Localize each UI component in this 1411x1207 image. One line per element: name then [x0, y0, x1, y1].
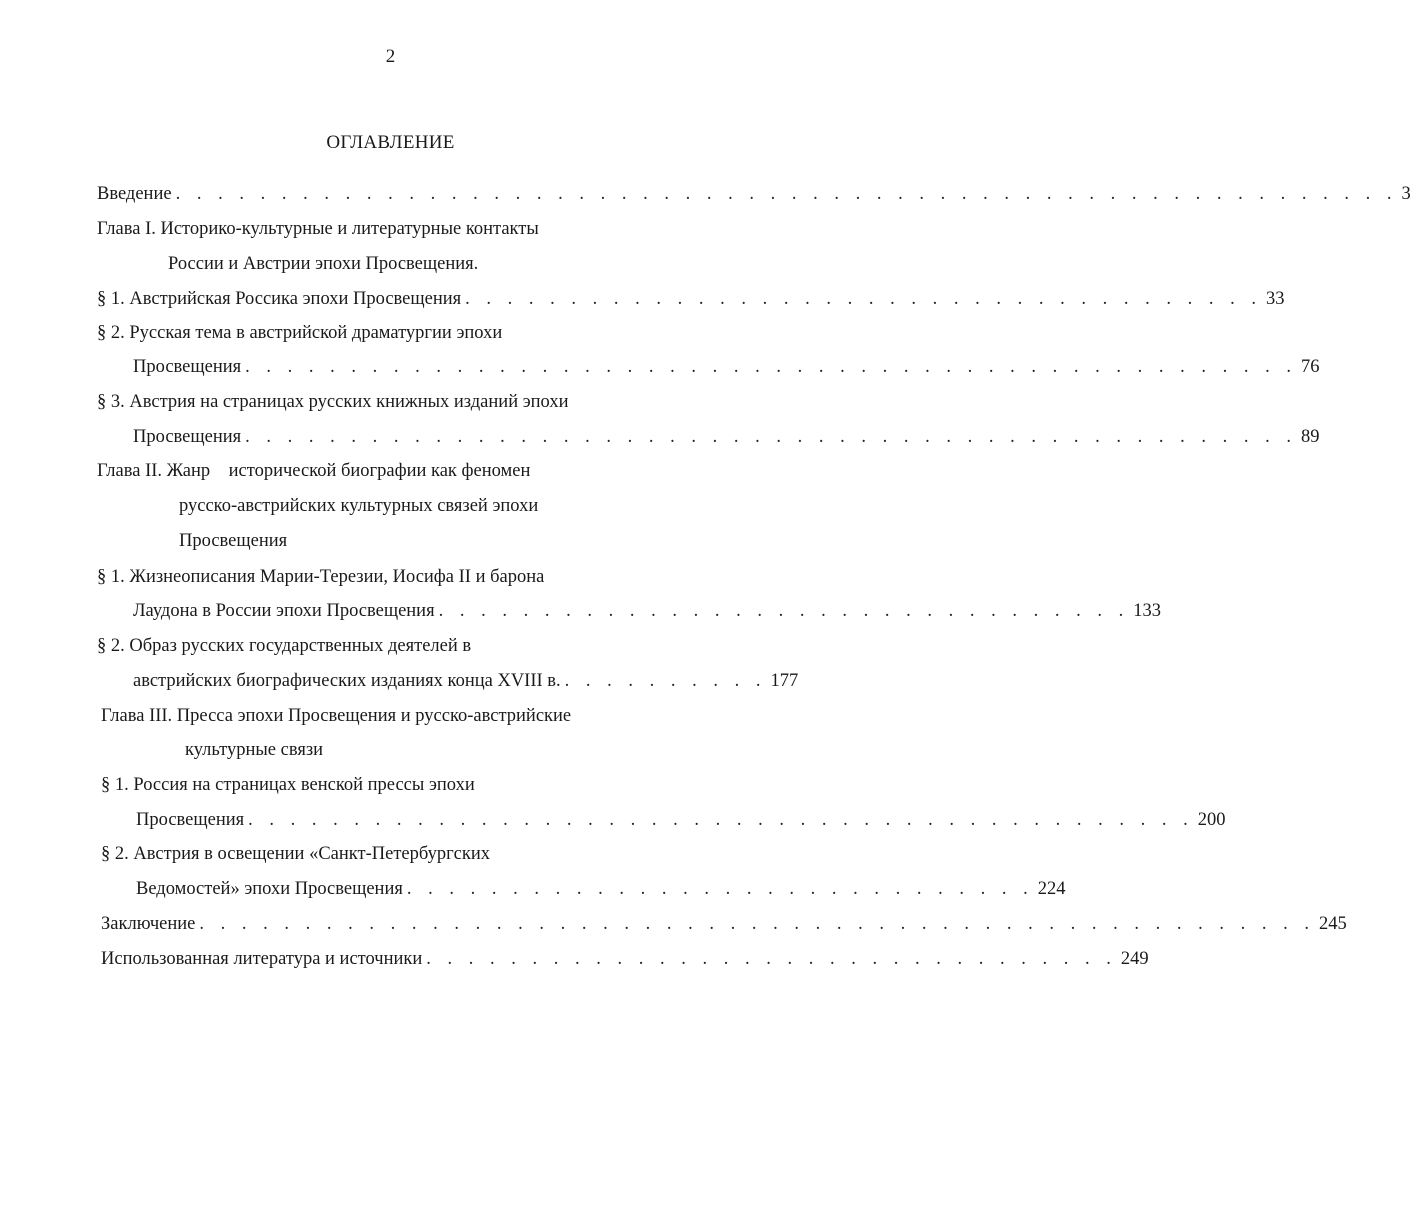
dot-leader: . . . . . . . . . . . . . . . . . . . . . . . . . . . . . . . . . . . . . . . . . . . . . . . . . . . . .	[199, 914, 1315, 934]
dot-leader: . . . . . . . . . . . . . . . . . . . . . . . . . . . . . .	[406, 879, 1034, 899]
toc-entry-text: Просвещения	[133, 357, 242, 377]
toc-page-number: 3	[1401, 184, 1411, 204]
toc-chapter-3-line-1: Глава III. Пресса эпохи Просвещения и русско-австрийские	[101, 706, 572, 726]
toc-page-number: 200	[1197, 810, 1226, 830]
toc-entry-introduction	[97, 183, 1411, 205]
toc-entry-text: австрийских биографических изданиях конца XVIII в.	[133, 671, 561, 691]
toc-entry-ch1-s2-line-2	[133, 356, 1320, 378]
toc-entry-ch2-s2-line-1: § 2. Образ русских государственных деятелей в	[97, 636, 472, 656]
toc-entry-ch3-s1-line-2	[136, 809, 1226, 831]
toc-entry-text: Использованная литература и источники	[101, 949, 423, 969]
toc-page-number: 33	[1266, 289, 1285, 309]
toc-entry-text: Введение	[97, 184, 172, 204]
toc-entry-ch3-s2-line-1: § 2. Австрия в освещении «Санкт-Петербургских	[101, 844, 491, 864]
toc-entry-ch1-s2-line-1: § 2. Русская тема в австрийской драматургии эпохи	[97, 323, 503, 343]
toc-page-number: 224	[1037, 879, 1066, 899]
toc-page-number: 89	[1301, 427, 1320, 447]
dot-leader: . . . . . . . . . . . . . . . . . . . . . . . . . . . . . . . . . . . . . . . . . . . . . . . . . . . . . . . . . .	[175, 184, 1398, 204]
toc-entry-text: Просвещения	[133, 427, 242, 447]
toc-entry-text: Лаудона в России эпохи Просвещения	[133, 601, 435, 621]
toc-entry-conclusion	[101, 913, 1347, 935]
toc-chapter-2-line-3: Просвещения	[179, 531, 288, 551]
toc-entry-text: § 1. Австрийская Россика эпохи Просвещения	[97, 289, 462, 309]
toc-chapter-1-line-2: России и Австрии эпохи Просвещения.	[168, 254, 479, 274]
toc-entry-ch1-s1	[97, 288, 1285, 310]
toc-entry-text: Ведомостей» эпохи Просвещения	[136, 879, 403, 899]
toc-page-number: 133	[1133, 601, 1161, 621]
dot-leader: . . . . . . . . . . . . . . . . . . . . . . . . . . . . . . . . . . . . . . . . . . . . . . . . . .	[245, 357, 1298, 377]
toc-page-number: 249	[1120, 949, 1149, 969]
toc-page-number: 177	[770, 671, 799, 691]
toc-entry-ch1-s3-line-1: § 3. Австрия на страницах русских книжных изданий эпохи	[97, 392, 569, 412]
toc-entry-text: Просвещения	[136, 810, 245, 830]
toc-entry-ch2-s1-line-1: § 1. Жизнеописания Марии-Терезии, Иосифа II и барона	[97, 567, 545, 587]
toc-entry-ch3-s1-line-1: § 1. Россия на страницах венской прессы эпохи	[101, 775, 475, 795]
toc-chapter-2-line-1: Глава II. Жанр исторической биографии как феномен	[97, 461, 531, 481]
toc-chapter-3-line-2: культурные связи	[185, 740, 324, 760]
dot-leader: . . . . . . . . . . . . . . . . . . . . . . . . . . . . . . . . .	[438, 601, 1130, 621]
toc-entry-ch3-s2-line-2	[136, 878, 1066, 900]
dot-leader: . . . . . . . . . .	[564, 671, 767, 691]
dot-leader: . . . . . . . . . . . . . . . . . . . . . . . . . . . . . . . . .	[426, 949, 1117, 969]
toc-chapter-2-line-2: русско-австрийских культурных связей эпохи	[179, 496, 539, 516]
toc-chapter-1-line-1: Глава I. Историко-культурные и литературные контакты	[97, 219, 539, 239]
page-number: 2	[385, 46, 396, 67]
toc-entry-ch2-s2-line-2	[133, 670, 799, 692]
toc-page-number: 245	[1318, 914, 1347, 934]
toc-page-number: 76	[1301, 357, 1320, 377]
toc-entry-ch2-s1-line-2	[133, 600, 1161, 622]
toc-entry-ch1-s3-line-2	[133, 426, 1320, 448]
dot-leader: . . . . . . . . . . . . . . . . . . . . . . . . . . . . . . . . . . . . . . . . . . . . . . . . . .	[245, 427, 1298, 447]
dot-leader: . . . . . . . . . . . . . . . . . . . . . . . . . . . . . . . . . . . . . .	[465, 289, 1263, 309]
toc-entry-bibliography	[101, 948, 1149, 970]
toc-title: ОГЛАВЛЕНИЕ	[326, 132, 455, 153]
dot-leader: . . . . . . . . . . . . . . . . . . . . . . . . . . . . . . . . . . . . . . . . . . . . .	[248, 810, 1194, 830]
toc-entry-text: Заключение	[101, 914, 196, 934]
